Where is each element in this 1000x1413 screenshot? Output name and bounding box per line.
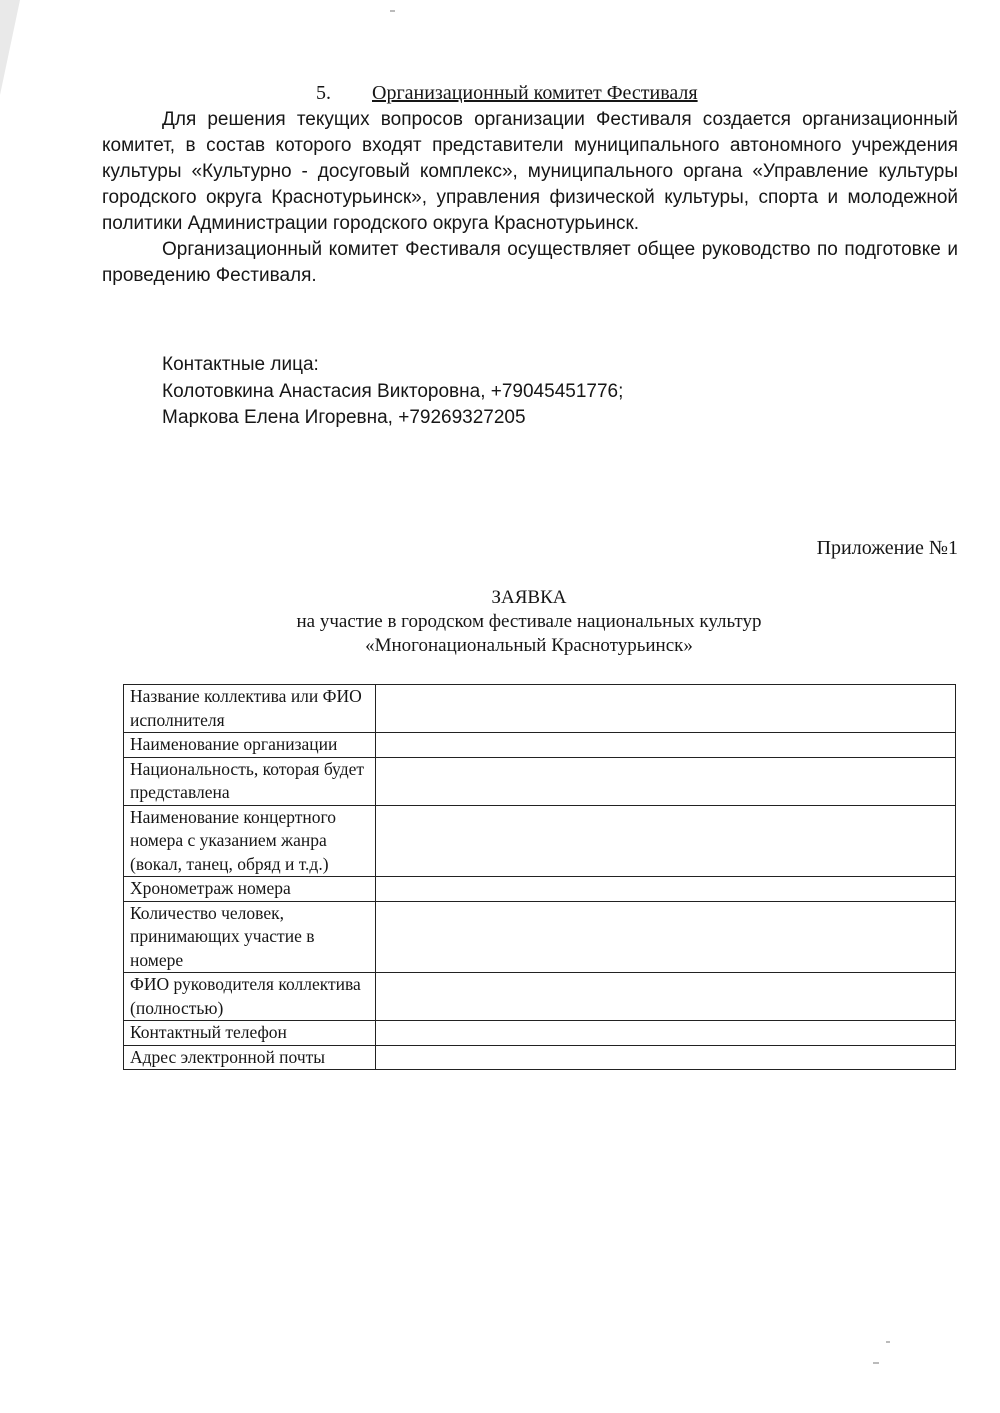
form-field-value[interactable] — [376, 973, 956, 1021]
table-row — [124, 877, 956, 902]
application-title-block — [0, 586, 1000, 658]
contacts-heading: Контактные лица: — [162, 354, 319, 375]
paragraph-committee-duties: Организационный комитет Фестиваля осуществляет общее руководство по подготовке и проведению Фестиваля. — [102, 239, 958, 286]
table-row — [124, 901, 956, 973]
form-field-value[interactable] — [376, 877, 956, 902]
application-form-table — [123, 684, 956, 1070]
form-field-label: Адрес электронной почты — [124, 1045, 376, 1070]
form-field-value[interactable] — [376, 901, 956, 973]
scan-speck — [390, 10, 395, 12]
section-title: Организационный комитет Фестиваля — [372, 82, 698, 104]
paragraph-organizing-committee: Для решения текущих вопросов организации Фестиваля создается организационный комитет, в состав которого входят представители муниципального автономного учреждения культуры «Культурно - досуговый комплекс», муниципального органа «Управление культуры городского округа Краснотурьинск», управления физической культуры, спорта и молодежной политики Администрации городского округа Краснотурьинск. — [102, 109, 958, 234]
section-body — [102, 107, 958, 289]
table-row — [124, 973, 956, 1021]
form-field-value[interactable] — [376, 1045, 956, 1070]
form-field-value[interactable] — [376, 733, 956, 758]
festival-name: «Многонациональный Краснотурьинск» — [365, 635, 693, 656]
table-row — [124, 1045, 956, 1070]
form-field-label: Наименование организации — [124, 733, 376, 758]
form-field-label: Количество человек, принимающих участие в номере — [124, 901, 376, 973]
scan-speck — [886, 1341, 890, 1343]
scan-speck — [873, 1362, 879, 1364]
form-field-label: Название коллектива или ФИО исполнителя — [124, 685, 376, 733]
table-row — [124, 685, 956, 733]
form-field-value[interactable] — [376, 805, 956, 877]
contact-person: Маркова Елена Игоревна, +79269327205 — [162, 407, 526, 428]
form-field-label: Хронометраж номера — [124, 877, 376, 902]
form-field-value[interactable] — [376, 757, 956, 805]
scan-corner-shadow — [0, 0, 20, 95]
form-field-label: Контактный телефон — [124, 1021, 376, 1046]
form-field-label: Наименование концертного номера с указанием жанра (вокал, танец, обряд и т.д.) — [124, 805, 376, 877]
application-title: ЗАЯВКА — [491, 587, 567, 608]
appendix-label: Приложение №1 — [816, 537, 958, 559]
form-field-value[interactable] — [376, 685, 956, 733]
contact-person: Колотовкина Анастасия Викторовна, +79045451776; — [162, 380, 624, 402]
form-field-value[interactable] — [376, 1021, 956, 1046]
table-row — [124, 1021, 956, 1046]
form-field-label: ФИО руководителя коллектива (полностью) — [124, 973, 376, 1021]
form-field-label: Национальность, которая будет представлена — [124, 757, 376, 805]
contacts-block — [162, 352, 623, 432]
section-number: 5. — [316, 82, 331, 104]
application-subtitle: на участие в городском фестивале национальных культур — [296, 611, 762, 632]
table-row — [124, 805, 956, 877]
table-row — [124, 733, 956, 758]
table-row — [124, 757, 956, 805]
